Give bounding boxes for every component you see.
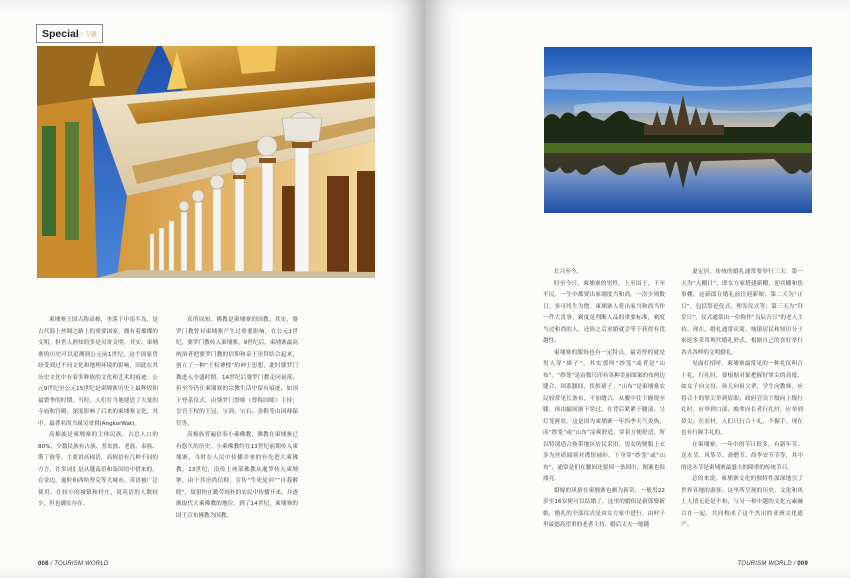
paragraph: 高棉族普遍信奉小乘佛教，佛教在柬埔寨已有悠久的历史。小乘佛教约在13世纪前期传入柬埔寨，当时在人民中传播并来的有先进大乘佛教。13世纪，南传上座部佛教从暹罗传入柬埔寨，由于其崇尚信仰，宣传“生死轮回”“自我解脱”，故很快在勤劳纯朴的农民中传播开来，并逐渐取代大乘佛教的地位。到了14世纪，柬埔寨的国王宣布佛教为国教。 bbox=[176, 432, 298, 519]
right-column-1 bbox=[543, 267, 665, 532]
paragraph: 柬埔寨王国古称高棉，坐落于中南半岛，是古代海上丝绸之路上的重要国家，拥有着璀璨的文明。但世人熟知的多是吴哥文明。其实，柬埔寨的历史可以追溯到公元前1世纪，这个国家曾经受到过不同文化和地理环境的影响，因此在其历史文化中有着多种族的文化和艺术的痕迹。公元9世纪至公元15世纪是柬埔寨历史上最辉煌和最繁华的时期，当时，人们在当地建造了大量的寺庙和宫殿，深度影响了后来的柬埔寨文化，其中，最著名的当属吴哥窟(AngkorWat)。 bbox=[38, 317, 158, 427]
paragraph: 众所周知，佛教是柬埔寨的国教。其实，婆罗门教曾对柬埔寨产生过重要影响。在公元1世纪，婆罗门教传入柬埔寨，9世纪后，柬埔寨最高统治者把婆罗门教的信仰和帝王崇拜结合起来，创立了一种“王权神授”的神王思想，此时婆罗门教进入全盛时期。14世纪后婆罗门教走向衰落，但至今仍在柬埔寨的宗教生活中留有痕迹，如国王登基仪式，由婆罗门祭师（尊称国师）主持；皇宫王权的王冠、宝剑、宝石、金鞋等由国师保管等。 bbox=[176, 317, 298, 427]
magazine-name: TOURISM WORLD / bbox=[737, 561, 798, 567]
folio-left bbox=[38, 561, 108, 567]
page-number: 009 bbox=[797, 561, 808, 567]
paragraph: 在柬埔寨，一年中的节日很多，有新年节、送水节、风筝节、斋僧节、尚李安节节等，其中的送水节是柬埔寨最盛大的隆重的传统节日。 bbox=[681, 441, 803, 471]
paragraph: 见面打招呼，柬埔寨最常见的一种礼仪叫合十礼，行礼时，要根据对象把握好掌尖的高度，如女子向父母，孙儿向祖父辈，学生向教师，应将合十的掌尖举到眉眼；政府官员下级向上级行礼时，应举到口部；晚辈向长者行礼时，应举到鼻尖；在农村，人们只行合十礼，不握手。现在也有行握手礼的。 bbox=[681, 361, 803, 436]
left-column-2 bbox=[176, 315, 298, 522]
paragraph: 长兴至今。 bbox=[554, 269, 582, 275]
section-tag bbox=[36, 24, 103, 43]
paragraph: 总的来说，柬埔寨文化的独特性深深地引了世界各地的游客。这里所呈现的历史，文化和风土人情无论是不和，与另一和中越的文化元素融合在一起，共同构成了这个杰出的亚洲文化遗产。 bbox=[681, 476, 803, 528]
magazine-name: / TOURISM WORLD bbox=[48, 561, 109, 567]
left-column-1 bbox=[38, 315, 158, 511]
paragraph: 妻定居。传统的婚礼通常要举行三天：第一天为“入棚日”，即女方家搭建新棚，迎宾棚和饮事棚，这新郎在婚礼前往迎新娘；第二天为“正日”，包括祭祀仪式、理发仪式等；第三天为“拜堂日”，仪式通常由一位称作“良辰吉日”的老人主持。现在，婚礼通常从简，城镇居民和知识分子家庭多采用现代婚礼形式，根据自己的喜好举行各式各样的文明婚礼。 bbox=[681, 269, 803, 356]
paragraph: 时至今日，柬埔寨的男性，上至国王，下至平民，一生中都要出家剃度当和尚，一次少则数日，多可终生为僧。柬埔寨人将出家当和尚当作一件大喜事，剃度是判断人品的重要标准，剃度当过和尚的人，还俗之后求婚就会等于获得有优越性。 bbox=[543, 280, 665, 344]
photo-royal-palace-temple bbox=[37, 46, 375, 278]
paragraph: 高棉族是柬埔寨的主体民族，占总人口的80%，少数民族有占族、普农族、老族、泰族、斯丁族等。主要讲高棉语，高棉语有几种不同的方言，许多词汇是从越南语和泰国语中借来的。在金边，暹粒和西哈努克等大城市，英语被广泛使用。在较小的城镇和村庄，说英语的人数较少，但也确实存在。 bbox=[38, 432, 158, 507]
section-label-en: Special bbox=[42, 27, 79, 40]
section-label-cn: / 专题 bbox=[80, 31, 97, 38]
folio-right bbox=[738, 561, 808, 567]
photo-angkor-wat-reflection bbox=[544, 47, 812, 213]
paragraph: 婚嫁的风俗在柬埔寨也颇为新奇，一般男22岁至16岁便可以结婚了，这里的婚俗是新郎娶新娘，婚礼的全部仪式是由女方家中进行，由村子里最德高望重的老者主持，婚后丈夫一般随 bbox=[543, 487, 665, 528]
right-column-2 bbox=[681, 267, 803, 532]
page-number: 008 bbox=[38, 561, 49, 567]
paragraph: 柬埔寨的服饰也有一定特点。最奇怪的就是男人穿“裙子”，其实那叫“纱笼”或者是“山布”。“纱笼”是由数尺印有各种美丽图案的布两边缝合，围系腰间，状似裙子。“山布”是柬埔寨农民较常见长条布，不加缝合，从腰中往下缠绕至膝，再由腿间掖下穿过，在背后紧紧于腰部，呈灯笼裤状。这是因为柬埔寨一年四季天气炎热，而“纱笼”或“山布”凉爽舒适，穿着方便舒适，所以特别适合热带地区居民采用。男女的便服上衣多为丝质圆领对襟短袖衫，下身穿“纱笼”或“山布”，通常是们在腰间还要围一条围巾，图案也很漂亮。 bbox=[543, 349, 665, 482]
